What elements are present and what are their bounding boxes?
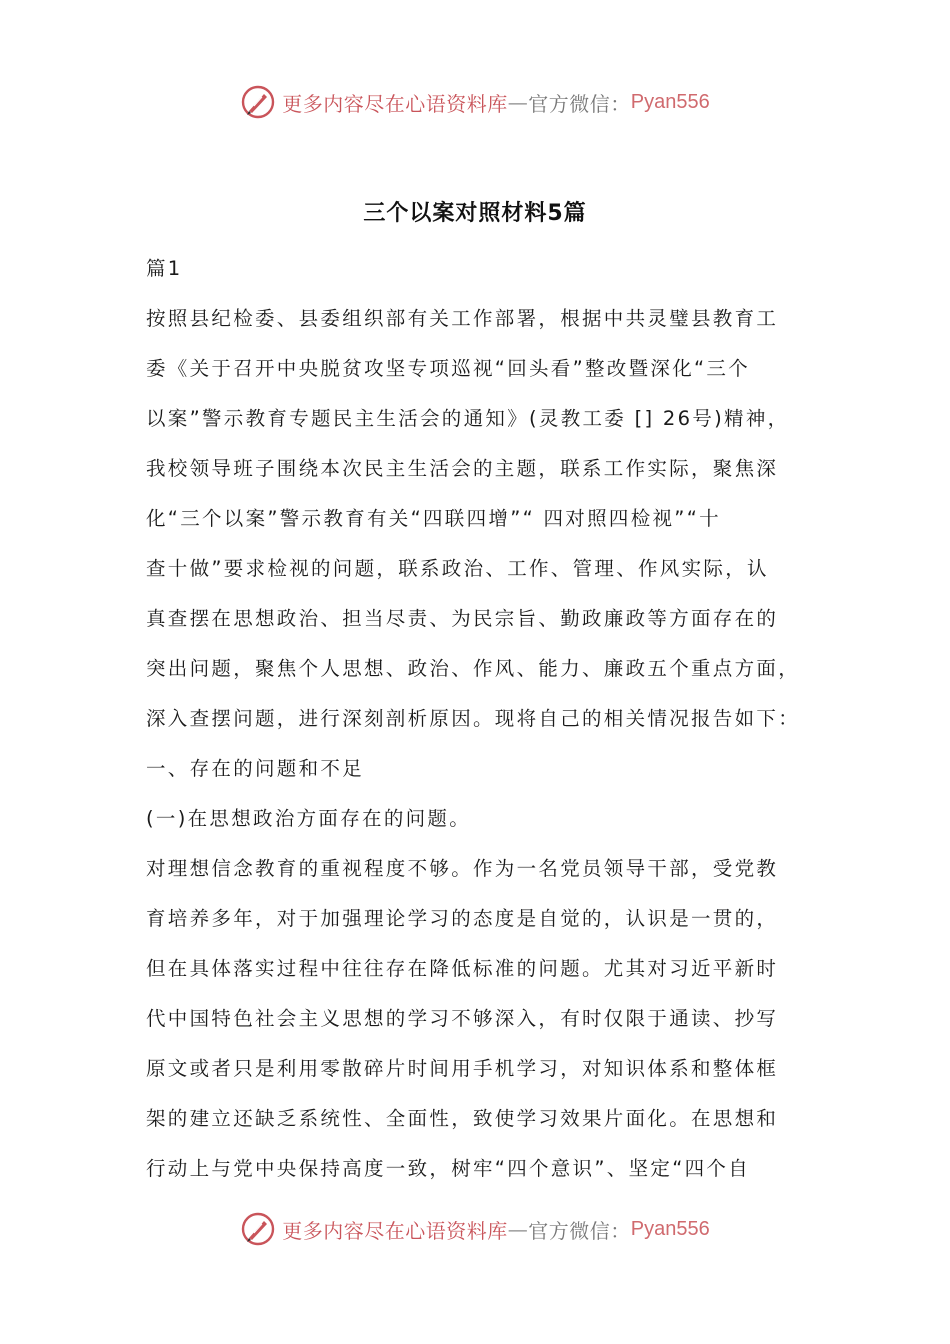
body-line: 以案”警示教育专题民主生活会的通知》(灵教工委 [] 26号)精神， bbox=[146, 407, 790, 430]
quill-logo-icon bbox=[240, 84, 276, 120]
banner-dash: — bbox=[507, 90, 529, 114]
section-heading: 一、存在的问题和不足 bbox=[146, 757, 365, 780]
quill-logo-icon bbox=[240, 1211, 276, 1247]
document-title: 三个以案对照材料5篇 bbox=[363, 201, 587, 226]
body-line: 篇1 bbox=[146, 257, 183, 280]
body-line: 化“三个以案”警示教育有关“四联四增”“ 四对照四检视”“十 bbox=[146, 507, 721, 530]
body-line: 但在具体落实过程中往往存在降低标准的问题。尤其对习近平新时 bbox=[146, 957, 779, 980]
body-line: 委《关于召开中央脱贫攻坚专项巡视“回头看”整改暨深化“三个 bbox=[146, 357, 751, 380]
body-line: 架的建立还缺乏系统性、全面性，致使学习效果片面化。在思想和 bbox=[146, 1107, 779, 1130]
body-line: 对理想信念教育的重视程度不够。作为一名党员领导干部，受党教 bbox=[146, 857, 779, 880]
document-body bbox=[146, 252, 826, 1202]
footer-banner bbox=[0, 1207, 950, 1251]
banner-site-text: 更多内容尽在心语资料库 bbox=[282, 91, 508, 116]
body-line: 突出问题，聚焦个人思想、政治、作风、能力、廉政五个重点方面， bbox=[146, 657, 801, 680]
banner-wechat-id: Pyan556 bbox=[630, 90, 710, 113]
header-banner bbox=[0, 80, 950, 124]
banner-wechat-label: 官方微信： bbox=[528, 1218, 631, 1243]
banner-wechat-id: Pyan556 bbox=[630, 1217, 710, 1240]
body-line: 真查摆在思想政治、担当尽责、为民宗旨、勤政廉政等方面存在的 bbox=[146, 607, 779, 630]
body-line: 我校领导班子围绕本次民主生活会的主题，联系工作实际，聚焦深 bbox=[146, 457, 779, 480]
body-line: 深入查摆问题，进行深刻剖析原因。现将自己的相关情况报告如下： bbox=[146, 707, 801, 730]
body-line: 按照县纪检委、县委组织部有关工作部署，根据中共灵璧县教育工 bbox=[146, 307, 779, 330]
body-line: 原文或者只是利用零散碎片时间用手机学习，对知识体系和整体框 bbox=[146, 1057, 779, 1080]
banner-wechat-label: 官方微信： bbox=[528, 91, 631, 116]
banner-dash: — bbox=[507, 1217, 529, 1241]
body-line: 查十做”要求检视的问题，联系政治、工作、管理、作风实际，认 bbox=[146, 557, 769, 580]
subsection-heading: (一)在思想政治方面存在的问题。 bbox=[146, 807, 472, 830]
body-line: 行动上与党中央保持高度一致，树牢“四个意识”、坚定“四个自 bbox=[146, 1157, 751, 1180]
banner-site-text: 更多内容尽在心语资料库 bbox=[282, 1218, 508, 1243]
body-line: 育培养多年，对于加强理论学习的态度是自觉的，认识是一贯的， bbox=[146, 907, 779, 930]
body-line: 代中国特色社会主义思想的学习不够深入，有时仅限于通读、抄写 bbox=[146, 1007, 779, 1030]
